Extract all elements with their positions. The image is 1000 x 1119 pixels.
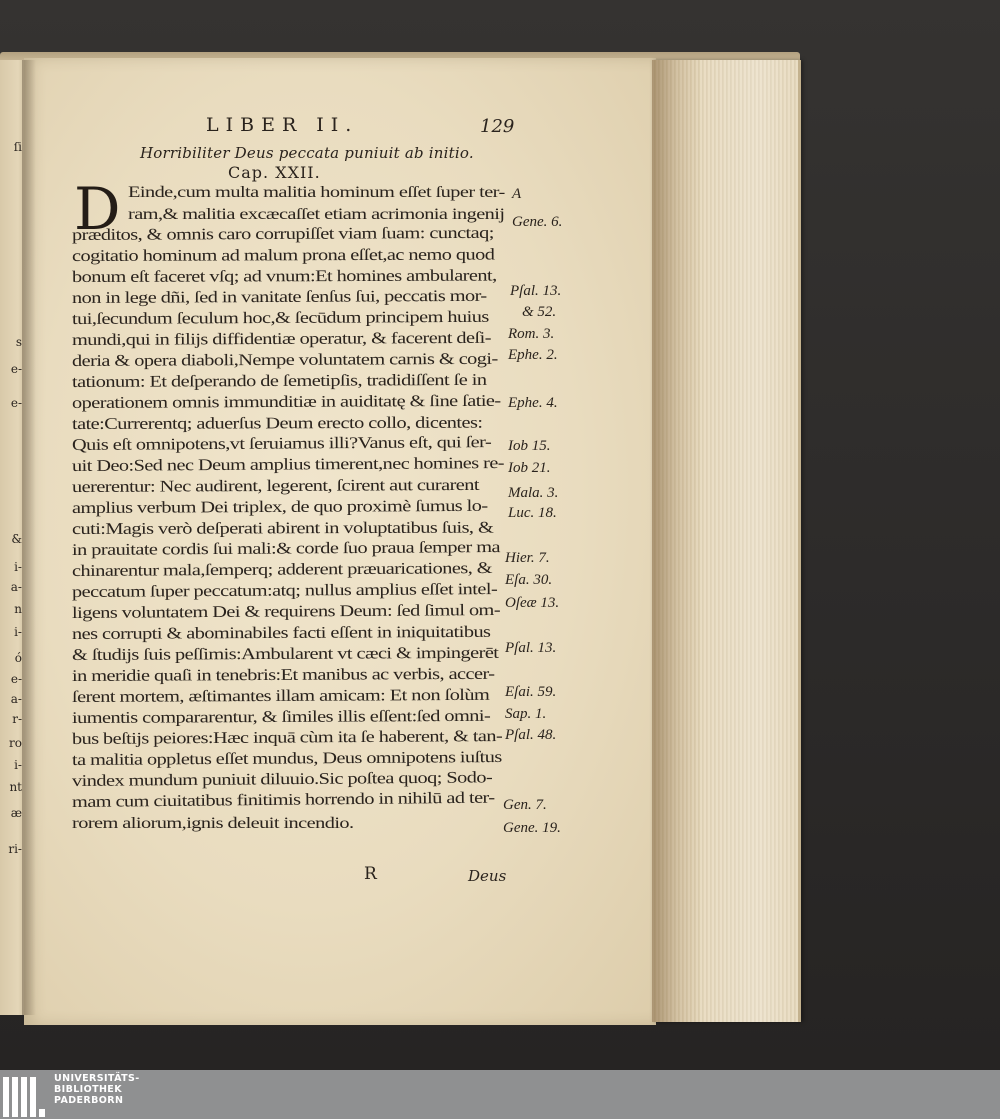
chapter-heading: Cap. XXII. [228, 163, 321, 182]
text-line: ſerent mortem, æſtimantes illam amicam: Et non ſolùm [71, 684, 490, 706]
margin-reference: Gene. 19. [503, 820, 561, 836]
left-page-text-fragment: ri- [8, 842, 22, 856]
left-page-text-fragment: i- [14, 625, 22, 639]
text-line: ligens voluntatem Dei & requirens Deum: ſed ſimul om- [71, 600, 501, 622]
spine-shadow [22, 60, 36, 1015]
text-line: bus beſtijs peiores:Hæc inquā cùm ita ſe haberent, & tan- [71, 725, 503, 748]
left-page-text-fragment: i- [14, 758, 22, 772]
left-page-text-fragment: a- [10, 580, 22, 594]
text-line: vindex mundum puniuit diluuio.Sic poſtea quoq; Sodo- [71, 767, 493, 790]
margin-reference: Gene. 6. [512, 214, 563, 230]
left-page-text-fragment: n [14, 602, 22, 616]
text-line: amplius verbum Dei triplex, de quo proximè ſumus lo- [71, 495, 488, 517]
margin-reference: A [512, 186, 522, 202]
margin-reference: Sap. 1. [505, 706, 547, 722]
text-line: cogitatio hominum ad malum prona eſſet,ac nemo quod [71, 244, 495, 265]
text-line: ram,& malitia excæcaſſet etiam acrimonia ingenij [128, 204, 505, 223]
text-line: tationum: Et deſperando de ſemetipſis, tradidiſſent ſe in [71, 369, 487, 391]
left-page-text-fragment: i- [14, 560, 22, 574]
page-stack-shade [652, 60, 702, 1022]
text-line: rorem aliorum,ignis deleuit incendio. [72, 813, 354, 832]
text-line: in meridie quaſi in tenebris:Et manibus ac verbis, accer- [71, 663, 495, 685]
margin-reference: Eſa. 30. [505, 572, 553, 588]
left-page-text-fragment: ó [14, 651, 22, 665]
text-line: tui,ſecundum ſeculum hoc,& ſecūdum principem huius [71, 306, 489, 328]
logo-line: PADERBORN [54, 1095, 124, 1106]
margin-reference: Pſal. 13. [505, 640, 557, 656]
text-line: nes corrupti & abominabiles facti eſſent in iniquitatibus [71, 621, 491, 643]
text-line: mam cum ciuitatibus finitimis horrendo in nihilū ad ter- [71, 787, 495, 811]
text-line: & ſtudijs ſuis peſſimis:Ambularent vt cæci & impingerēt [71, 642, 499, 664]
text-line: ta malitia oppletus eſſet mundus, Deus omnipotens iuſtus [71, 747, 502, 769]
running-head: LIBER II. [206, 114, 359, 136]
left-page-text-fragment: æ [10, 806, 22, 820]
margin-reference: Oſeæ 13. [505, 595, 560, 611]
logo-line: BIBLIOTHEK [54, 1084, 122, 1095]
left-page-text-fragment: ro [9, 736, 22, 750]
margin-reference: Eſai. 59. [505, 684, 557, 700]
text-line: uererentur: Nec audirent, legerent, ſcirent aut curarent [71, 474, 480, 496]
text-line: peccatum ſuper peccatum:atq; nullus amplius eſſet intel- [71, 579, 498, 601]
library-logo-text [54, 1073, 140, 1106]
margin-reference: Gen. 7. [503, 797, 547, 813]
page-stack-highlight [700, 60, 798, 1022]
chapter-subtitle: Horribiliter Deus peccata puniuit ab initio. [140, 144, 474, 162]
margin-reference: Iob 21. [508, 460, 551, 476]
margin-reference: Iob 15. [508, 438, 551, 454]
catchword: Deus [468, 867, 507, 885]
drop-cap: D [74, 175, 121, 243]
left-page-text-fragment: ſi [13, 140, 22, 154]
left-page-text-fragment: nt [9, 780, 22, 794]
library-logo-icon [3, 1073, 47, 1117]
left-page-text-fragment: r- [12, 712, 22, 726]
margin-reference: Ephe. 4. [508, 395, 558, 411]
signature-mark: R [364, 864, 377, 884]
left-page-text-fragment: e- [10, 396, 22, 410]
margin-reference: Luc. 18. [508, 505, 557, 521]
text-line: Quis eſt omnipotens,vt ſeruiamus illi?Vanus eſt, qui ſer- [71, 432, 492, 454]
text-line: Einde,cum multa malitia hominum eſſet ſuper ter- [128, 182, 505, 201]
left-page-text-fragment: e- [10, 672, 22, 686]
margin-reference: Pſal. 13. [510, 283, 562, 299]
logo-line: UNIVERSITÄTS- [54, 1073, 140, 1084]
text-line: operationem omnis immunditiæ in auiditatę & ſine ſatie- [71, 390, 501, 412]
text-line: uit Deo:Sed nec Deum amplius timerent,nec homines re- [71, 452, 505, 475]
text-line: deria & opera diaboli,Nempe voluntatem carnis & cogi- [71, 348, 498, 370]
margin-reference: Ephe. 2. [508, 347, 558, 363]
left-page-text-fragment: a- [10, 692, 22, 706]
text-line: in prauitate cordis ſui mali:& corde ſuo praua ſemper ma [71, 537, 501, 559]
page-number: 129 [480, 116, 515, 137]
text-line: cuti:Magis verò deſperati abirent in voluptatibus ſuis, & [71, 517, 494, 538]
left-page-text-fragment: s [15, 335, 22, 349]
text-line: præditos, & omnis caro corrupiſſet viam ſuam: cunctaq; [71, 222, 494, 244]
text-line: iumentis compararentur, & ſimiles illis eſſent:ſed omni- [71, 705, 491, 727]
margin-reference: Mala. 3. [508, 485, 559, 501]
left-page-text-fragment: e- [10, 362, 22, 376]
margin-reference: & 52. [522, 304, 557, 320]
text-line: non in lege dñi, ſed in vanitate ſenſus ſui, peccatis mor- [71, 285, 487, 307]
margin-reference: Hier. 7. [505, 550, 550, 566]
text-line: bonum eſt faceret vſq; ad vnum:Et homines ambularent, [71, 265, 497, 286]
left-page-text-fragment: & [11, 532, 22, 546]
margin-reference: Rom. 3. [508, 326, 555, 342]
footer-bar [0, 1070, 1000, 1119]
text-line: mundi,qui in filijs diffidentiæ operatur, & facerent deſi- [71, 327, 491, 349]
text-line: chinarentur mala,ſemperq; adderent præuaricationes, & [71, 558, 493, 580]
text-line: tate:Currerentq; aduerſus Deum erecto collo, dicentes: [71, 412, 483, 433]
margin-reference: Pſal. 48. [505, 727, 557, 743]
